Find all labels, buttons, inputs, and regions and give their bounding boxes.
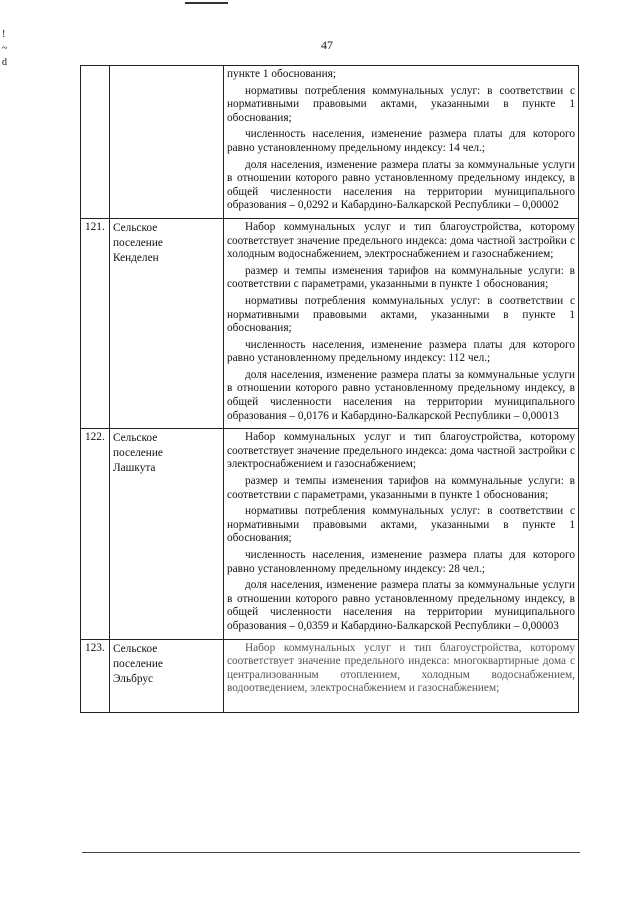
margin-mark: ~ [2,43,8,54]
paragraph: размер и темпы изменения тарифов на коммунальные услуги: в соответствии с параметрами, указанными в пункте 1 обоснования; [227,264,575,291]
table-row [81,66,579,219]
paragraph: размер и темпы изменения тарифов на коммунальные услуги: в соответствии с параметрами, указанными в пункте 1 обоснования; [227,475,575,501]
settlement-name [110,218,224,428]
row-description [224,639,579,712]
row-number: 121. [81,218,110,428]
paragraph: доля населения, изменение размера платы за коммунальные услуги в отношении которого равно установленному предельному индексу, в общей численности населения на территории муниципального образования – 0,0359 и Кабардино-Балкарской Республики – 0,00003 [227,579,575,632]
settlement-name [110,429,224,639]
name-line: Сельское [113,221,158,234]
name-line: Сельское [113,432,158,445]
paragraph: пункте 1 обоснования; [227,68,336,80]
paragraph: нормативы потребления коммунальных услуг: в соответствии с нормативными правовыми актами, указанными в пункте 1 обоснования; [227,84,575,124]
name-line: Кенделен [113,251,159,264]
table-row [81,639,579,712]
paragraph: доля населения, изменение размера платы за коммунальные услуги в отношении которого равно установленному предельному индексу, в общей численности населения на территории муниципального образования – 0,0176 и Кабардино-Балкарской Республики – 0,00013 [227,368,575,422]
paragraph: численность населения, изменение размера платы для которого равно установленному предельному индексу: 14 чел.; [227,128,575,154]
paragraph: Набор коммунальных услуг и тип благоустройства, которому соответствует значение предельного индекса: дома частной застройки с холодным водоснабжением, электроснабжением и газоснабжением; [227,220,575,261]
paragraph: численность населения, изменение размера платы для которого равно установленному предельному индексу: 112 чел.; [227,338,575,365]
row-number: 123. [81,639,110,712]
row-number [81,66,110,219]
margin-mark: d [2,57,7,68]
name-line: Эльбрус [113,672,154,685]
row-description [224,66,579,219]
paragraph: доля населения, изменение размера платы за коммунальные услуги в отношении которого равно установленному предельному индексу, в общей численности населения на территории муниципального образования – 0,0292 и Кабардино-Балкарской Республики – 0,00002 [227,158,575,212]
paragraph: нормативы потребления коммунальных услуг: в соответствии с нормативными правовыми актами, указанными в пункте 1 обоснования; [227,505,575,545]
top-edge-mark [185,2,228,4]
row-number: 122. [81,429,110,639]
margin-marks [2,28,7,70]
settlement-name [110,66,224,219]
table-row [81,218,579,428]
bottom-cut-line [82,852,580,853]
name-line: Сельское [113,642,158,655]
paragraph: нормативы потребления коммунальных услуг: в соответствии с нормативными правовыми актами, указанными в пункте 1 обоснования; [227,294,575,335]
name-line: поселение [113,657,163,670]
paragraph: Набор коммунальных услуг и тип благоустройства, которому соответствует значение предельного индекса: дома частной застройки с электроснабжением и газоснабжением; [227,431,575,471]
name-line: поселение [113,447,163,460]
page-number: 47 [321,38,333,52]
paragraph: Набор коммунальных услуг и тип благоустройства, которому соответствует значение предельного индекса: многоквартирные дома с централизованным отоплением, холодным водоснабжением, водоотведением, электроснабжением и газоснабжением; [227,641,575,695]
name-line: Лашкута [113,462,156,475]
table-row [81,429,579,639]
row-description [224,429,579,639]
name-line: поселение [113,236,163,249]
settlement-name [110,639,224,712]
margin-mark: ! [2,29,6,40]
indices-table [80,65,579,713]
paragraph: численность населения, изменение размера платы для которого равно установленному предельному индексу: 28 чел.; [227,549,575,575]
row-description [224,218,579,428]
